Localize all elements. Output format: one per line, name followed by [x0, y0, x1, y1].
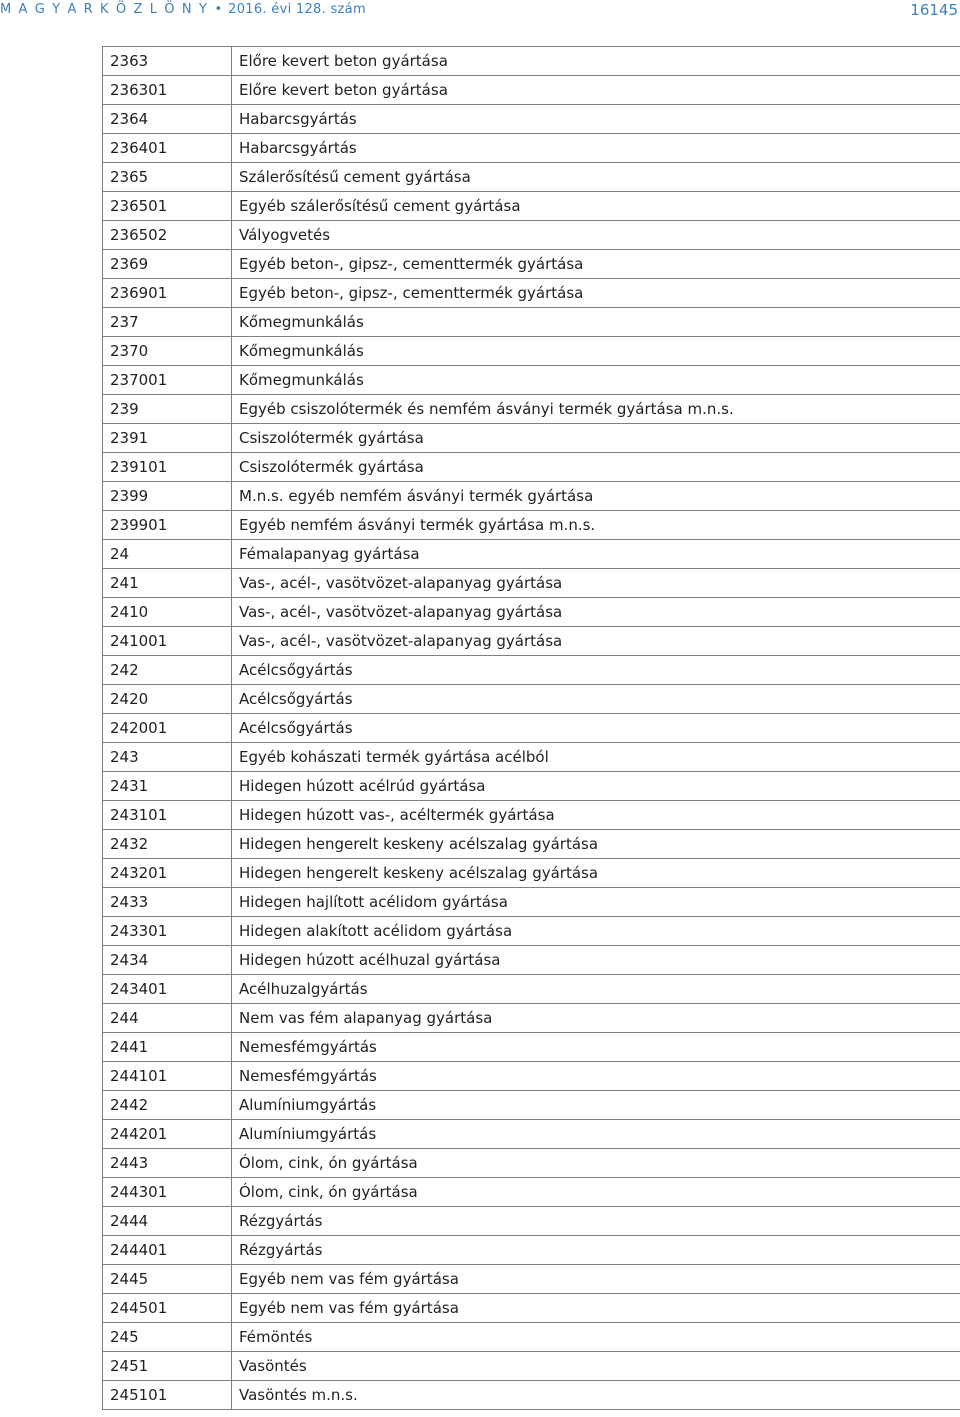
activity-name: Csiszolótermék gyártása	[232, 424, 960, 453]
table-row	[103, 337, 960, 366]
activity-name: Egyéb csiszolótermék és nemfém ásványi termék gyártása m.n.s.	[232, 395, 960, 424]
table-row	[103, 1236, 960, 1265]
activity-code: 2399	[103, 482, 232, 511]
activity-name: Előre kevert beton gyártása	[232, 76, 960, 105]
activity-name: Acélhuzalgyártás	[232, 975, 960, 1004]
activity-name: Kőmegmunkálás	[232, 337, 960, 366]
table-row	[103, 1265, 960, 1294]
table-row	[103, 859, 960, 888]
activity-code: 2445	[103, 1265, 232, 1294]
page-header	[0, 0, 960, 46]
activity-name: Csiszolótermék gyártása	[232, 453, 960, 482]
table-row	[103, 221, 960, 250]
table-row	[103, 163, 960, 192]
activity-name: Vas-, acél-, vasötvözet-alapanyag gyártása	[232, 598, 960, 627]
table-row	[103, 192, 960, 221]
activity-name: Nemesfémgyártás	[232, 1033, 960, 1062]
table-row	[103, 1294, 960, 1323]
table-row	[103, 1381, 960, 1410]
table-row	[103, 917, 960, 946]
activity-code: 243301	[103, 917, 232, 946]
activity-code: 236901	[103, 279, 232, 308]
activity-code: 245	[103, 1323, 232, 1352]
activity-code: 239101	[103, 453, 232, 482]
activity-name: Hidegen húzott acélhuzal gyártása	[232, 946, 960, 975]
activity-code: 2444	[103, 1207, 232, 1236]
table-row	[103, 279, 960, 308]
table-row	[103, 801, 960, 830]
activity-code: 239	[103, 395, 232, 424]
activity-code: 2365	[103, 163, 232, 192]
table-row	[103, 453, 960, 482]
header-bullet: •	[214, 2, 223, 17]
activity-name: Acélcsőgyártás	[232, 714, 960, 743]
activity-code: 244301	[103, 1178, 232, 1207]
activity-code: 242	[103, 656, 232, 685]
table-row	[103, 1149, 960, 1178]
activity-code: 2431	[103, 772, 232, 801]
table-row	[103, 1033, 960, 1062]
table-row	[103, 366, 960, 395]
activity-code: 243101	[103, 801, 232, 830]
table-row	[103, 1207, 960, 1236]
activity-code: 236401	[103, 134, 232, 163]
activity-name: Kőmegmunkálás	[232, 366, 960, 395]
activity-code: 243401	[103, 975, 232, 1004]
activity-code: 244101	[103, 1062, 232, 1091]
table-row	[103, 540, 960, 569]
table-row	[103, 1178, 960, 1207]
table-row	[103, 685, 960, 714]
activity-name: Acélcsőgyártás	[232, 656, 960, 685]
activity-code: 237	[103, 308, 232, 337]
table-row	[103, 1352, 960, 1381]
activity-name: Hidegen hajlított acélidom gyártása	[232, 888, 960, 917]
activity-name: Fémöntés	[232, 1323, 960, 1352]
activity-code: 244201	[103, 1120, 232, 1149]
activity-code: 245101	[103, 1381, 232, 1410]
activity-name: Nemesfémgyártás	[232, 1062, 960, 1091]
activity-name: Habarcsgyártás	[232, 105, 960, 134]
activity-name: Vasöntés	[232, 1352, 960, 1381]
activity-name: Vályogvetés	[232, 221, 960, 250]
activity-name: Egyéb beton-, gipsz-, cementtermék gyártása	[232, 279, 960, 308]
activity-name: Hidegen hengerelt keskeny acélszalag gyártása	[232, 859, 960, 888]
activity-name: Ólom, cink, ón gyártása	[232, 1149, 960, 1178]
activity-code: 2443	[103, 1149, 232, 1178]
activity-code: 24	[103, 540, 232, 569]
table-row	[103, 656, 960, 685]
activity-name: Egyéb beton-, gipsz-, cementtermék gyártása	[232, 250, 960, 279]
table-row	[103, 888, 960, 917]
activity-name: Egyéb szálerősítésű cement gyártása	[232, 192, 960, 221]
table-row	[103, 1120, 960, 1149]
table-row	[103, 482, 960, 511]
activity-code: 2391	[103, 424, 232, 453]
table-row	[103, 308, 960, 337]
activity-name: Kőmegmunkálás	[232, 308, 960, 337]
activity-code: 2432	[103, 830, 232, 859]
activity-code-table	[102, 46, 960, 1410]
activity-name: Ólom, cink, ón gyártása	[232, 1178, 960, 1207]
activity-name: Alumíniumgyártás	[232, 1091, 960, 1120]
activity-code: 236501	[103, 192, 232, 221]
issue-label: 2016. évi 128. szám	[228, 2, 366, 17]
activity-name: Rézgyártás	[232, 1236, 960, 1265]
activity-code: 2369	[103, 250, 232, 279]
activity-code: 2442	[103, 1091, 232, 1120]
table-row	[103, 47, 960, 76]
table-row	[103, 1062, 960, 1091]
table-row	[103, 714, 960, 743]
activity-code: 239901	[103, 511, 232, 540]
activity-code: 236301	[103, 76, 232, 105]
activity-code: 242001	[103, 714, 232, 743]
table-row	[103, 1004, 960, 1033]
table-row	[103, 134, 960, 163]
activity-code: 244401	[103, 1236, 232, 1265]
activity-code: 2434	[103, 946, 232, 975]
activity-name: Vasöntés m.n.s.	[232, 1381, 960, 1410]
table-row	[103, 598, 960, 627]
activity-name: Nem vas fém alapanyag gyártása	[232, 1004, 960, 1033]
table-row	[103, 946, 960, 975]
activity-name: Egyéb kohászati termék gyártása acélból	[232, 743, 960, 772]
table-row	[103, 975, 960, 1004]
activity-code: 236502	[103, 221, 232, 250]
table-row	[103, 1091, 960, 1120]
activity-name: Vas-, acél-, vasötvözet-alapanyag gyártása	[232, 627, 960, 656]
activity-name: Előre kevert beton gyártása	[232, 47, 960, 76]
activity-code: 2420	[103, 685, 232, 714]
activity-name: Hidegen alakított acélidom gyártása	[232, 917, 960, 946]
activity-name: M.n.s. egyéb nemfém ásványi termék gyártása	[232, 482, 960, 511]
table-row	[103, 76, 960, 105]
activity-code: 2441	[103, 1033, 232, 1062]
activity-code: 237001	[103, 366, 232, 395]
activity-code: 244501	[103, 1294, 232, 1323]
table-row	[103, 424, 960, 453]
table-row	[103, 743, 960, 772]
activity-code: 2363	[103, 47, 232, 76]
activity-name: Rézgyártás	[232, 1207, 960, 1236]
table-row	[103, 511, 960, 540]
table-row	[103, 772, 960, 801]
activity-code: 2410	[103, 598, 232, 627]
activity-code: 241001	[103, 627, 232, 656]
activity-name: Alumíniumgyártás	[232, 1120, 960, 1149]
activity-code: 2364	[103, 105, 232, 134]
activity-name: Acélcsőgyártás	[232, 685, 960, 714]
activity-code: 243201	[103, 859, 232, 888]
activity-code: 243	[103, 743, 232, 772]
activity-code: 241	[103, 569, 232, 598]
table-row	[103, 1323, 960, 1352]
running-head	[0, 2, 366, 17]
activity-name: Hidegen húzott vas-, acéltermék gyártása	[232, 801, 960, 830]
table-row	[103, 830, 960, 859]
page-number: 16145	[910, 1, 958, 19]
table-row	[103, 250, 960, 279]
table-row	[103, 627, 960, 656]
table-row	[103, 395, 960, 424]
activity-name: Hidegen húzott acélrúd gyártása	[232, 772, 960, 801]
table-row	[103, 569, 960, 598]
activity-code: 2433	[103, 888, 232, 917]
activity-name: Szálerősítésű cement gyártása	[232, 163, 960, 192]
activity-name: Habarcsgyártás	[232, 134, 960, 163]
activity-name: Hidegen hengerelt keskeny acélszalag gyártása	[232, 830, 960, 859]
journal-title: M A G Y A R K Ö Z L Ö N Y	[0, 2, 209, 17]
activity-code: 2370	[103, 337, 232, 366]
activity-code: 2451	[103, 1352, 232, 1381]
activity-name: Fémalapanyag gyártása	[232, 540, 960, 569]
activity-name: Egyéb nem vas fém gyártása	[232, 1265, 960, 1294]
table-row	[103, 105, 960, 134]
activity-code: 244	[103, 1004, 232, 1033]
activity-name: Egyéb nemfém ásványi termék gyártása m.n.s.	[232, 511, 960, 540]
activity-name: Vas-, acél-, vasötvözet-alapanyag gyártása	[232, 569, 960, 598]
activity-code-rows	[103, 47, 960, 1410]
activity-name: Egyéb nem vas fém gyártása	[232, 1294, 960, 1323]
